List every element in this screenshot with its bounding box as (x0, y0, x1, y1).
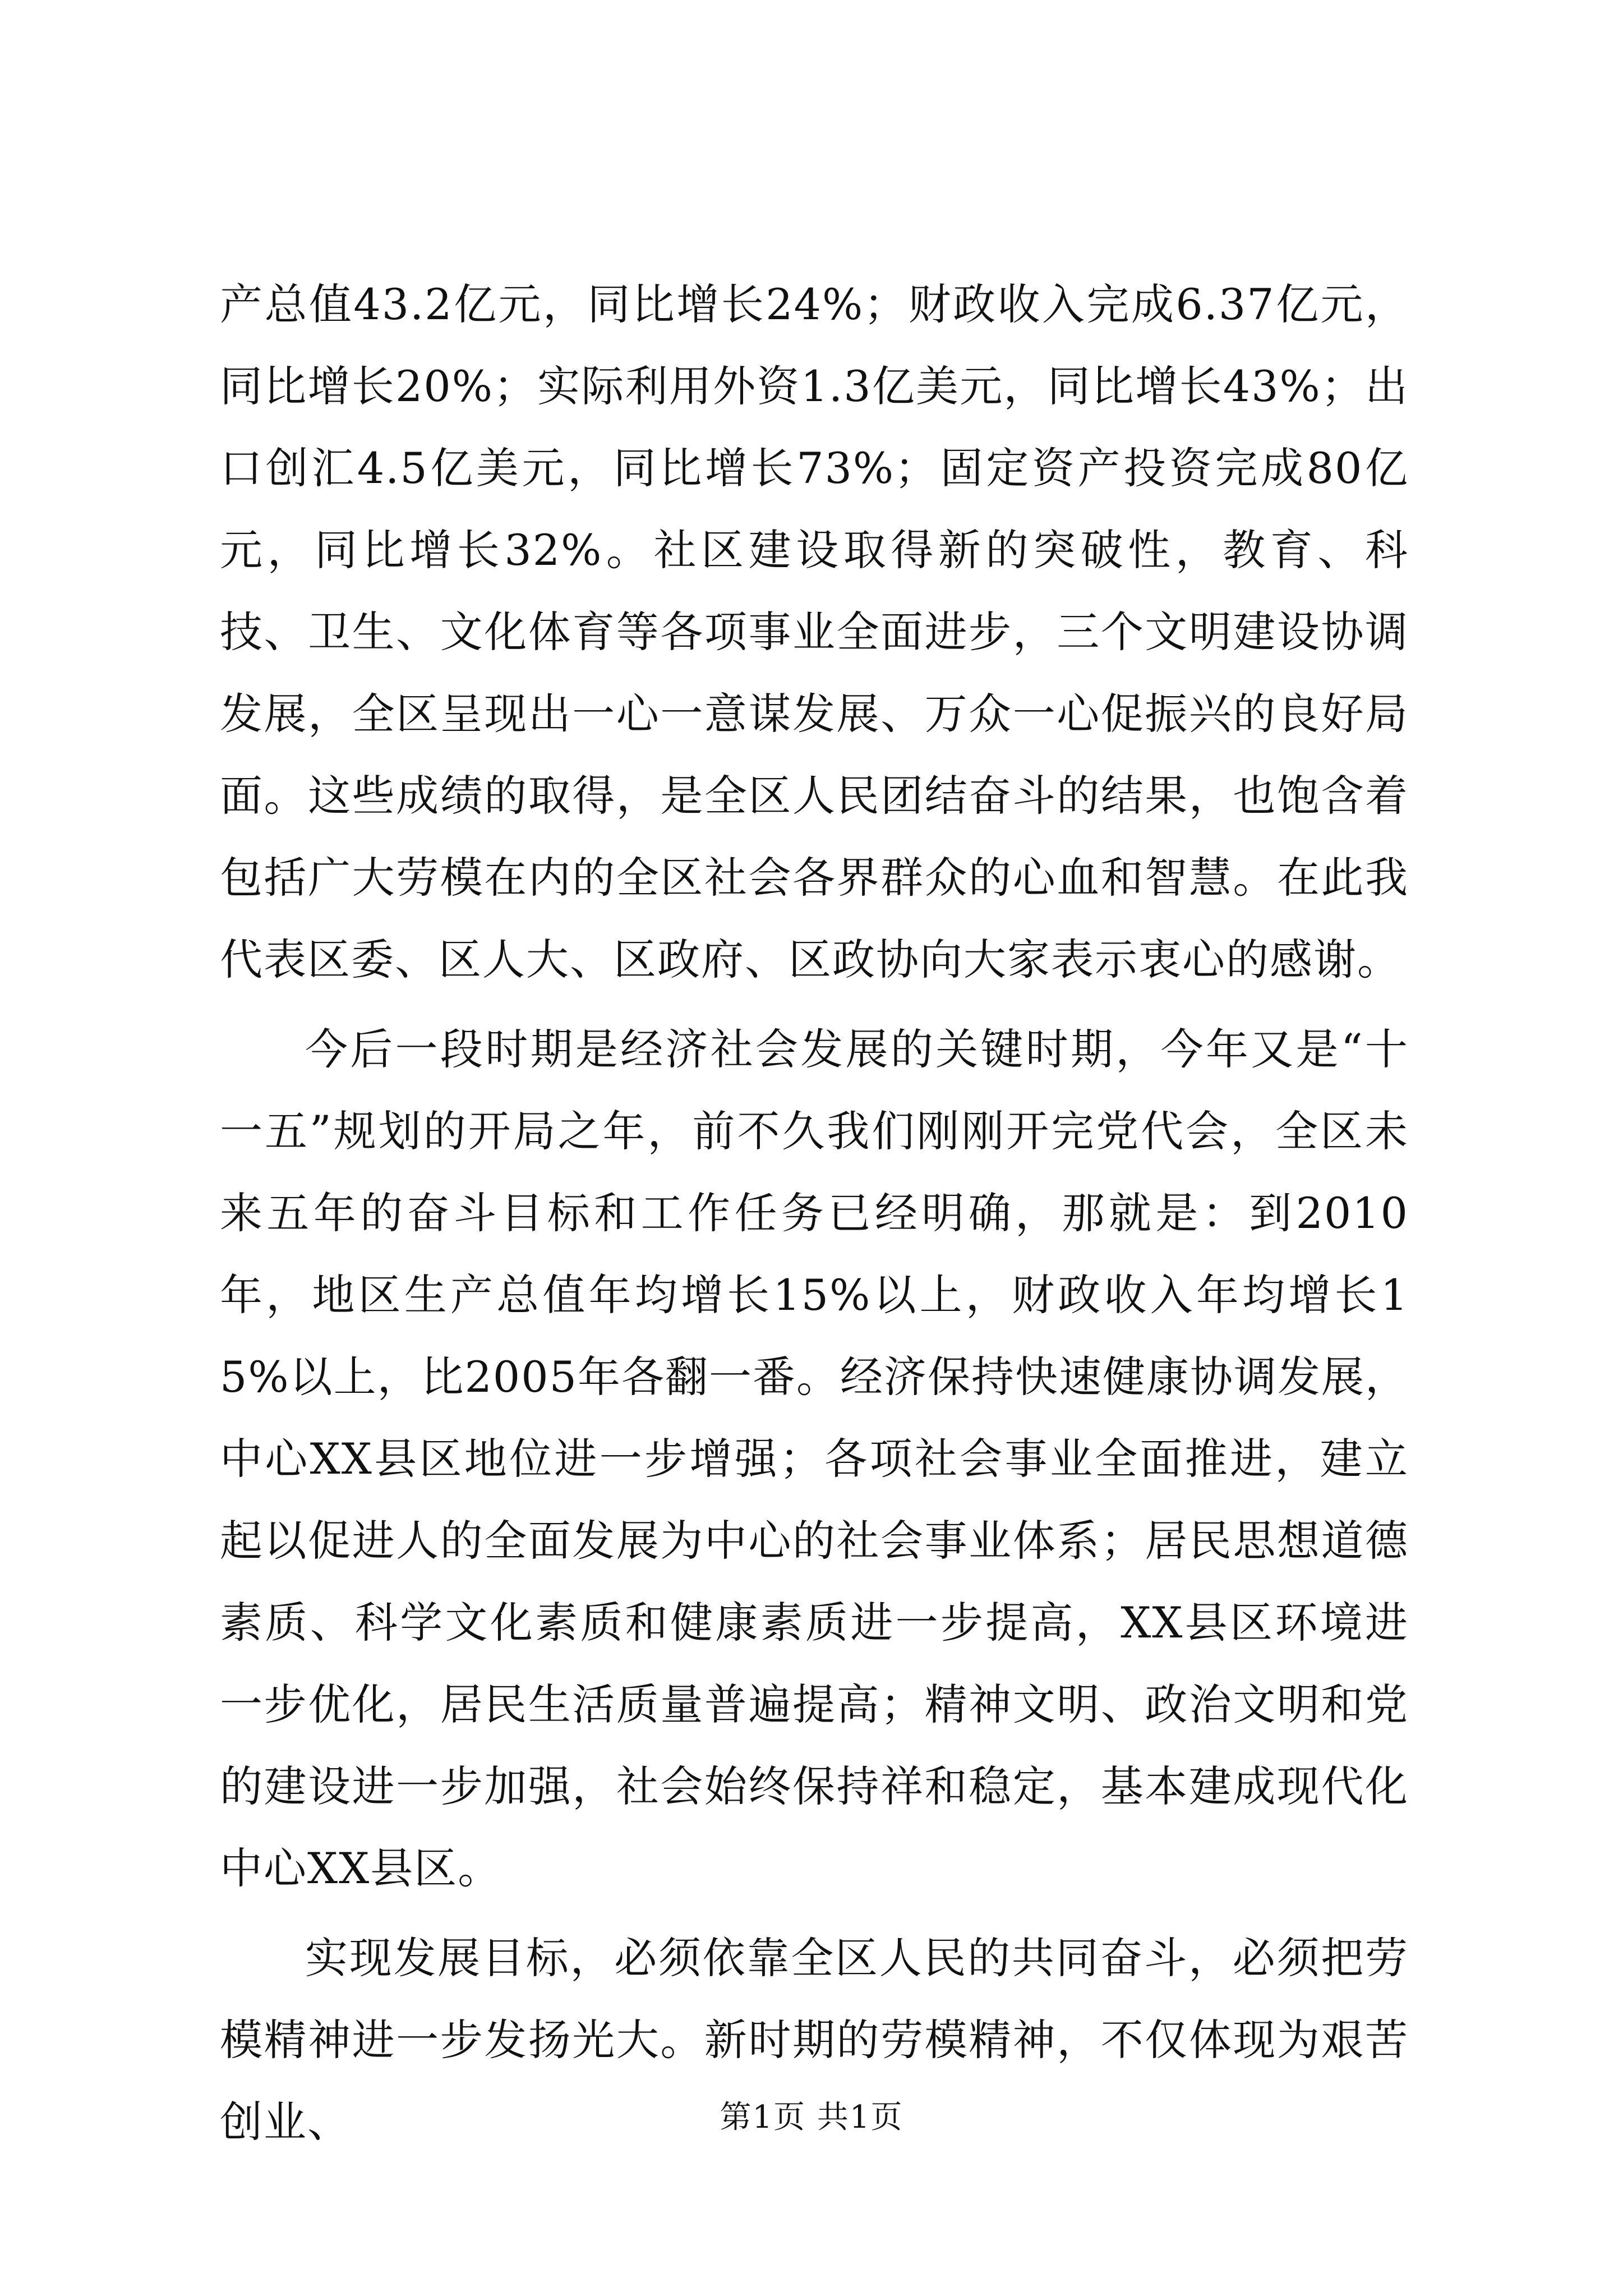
document-body (220, 264, 1409, 2163)
paragraph-goals: 今后一段时期是经济社会发展的关键时期，今年又是“十一五”规划的开局之年，前不久我们刚刚开完党代会，全区未来五年的奋斗目标和工作任务已经明确，那就是：到2010年，地区生产总值年均增长15%以上，财政收入年均增长15%以上，比2005年各翻一番。经济保持快速健康协调发展，中心XX县区地位进一步增强；各项社会事业全面推进，建立起以促进人的全面发展为中心的社会事业体系；居民思想道德素质、科学文化素质和健康素质进一步提高，XX县区环境进一步优化，居民生活质量普遍提高；精神文明、政治文明和党的建设进一步加强，社会始终保持祥和稳定，基本建成现代化中心XX县区。 (220, 1024, 1409, 1893)
paragraph-continuation: 产总值43.2亿元，同比增长24%；财政收入完成6.37亿元，同比增长20%；实际利用外资1.3亿美元，同比增长43%；出口创汇4.5亿美元，同比增长73%；固定资产投资完成80亿元，同比增长32%。社区建设取得新的突破性，教育、科技、卫生、文化体育等各项事业全面进步，三个文明建设协调发展，全区呈现出一心一意谋发展、万众一心促振兴的良好局面。这些成绩的取得，是全区人民团结奋斗的结果，也饱含着包括广大劳模在内的全区社会各界群众的心血和智慧。在此我代表区委、区人大、区政府、区政协向大家表示衷心的感谢。 (220, 279, 1409, 984)
page-footer: 第1页 共1页 (720, 2099, 903, 2136)
paragraph-spirit: 实现发展目标，必须依靠全区人民的共同奋斗，必须把劳模精神进一步发扬光大。新时期的劳模精神，不仅体现为艰苦创业、 (220, 1933, 1409, 2147)
